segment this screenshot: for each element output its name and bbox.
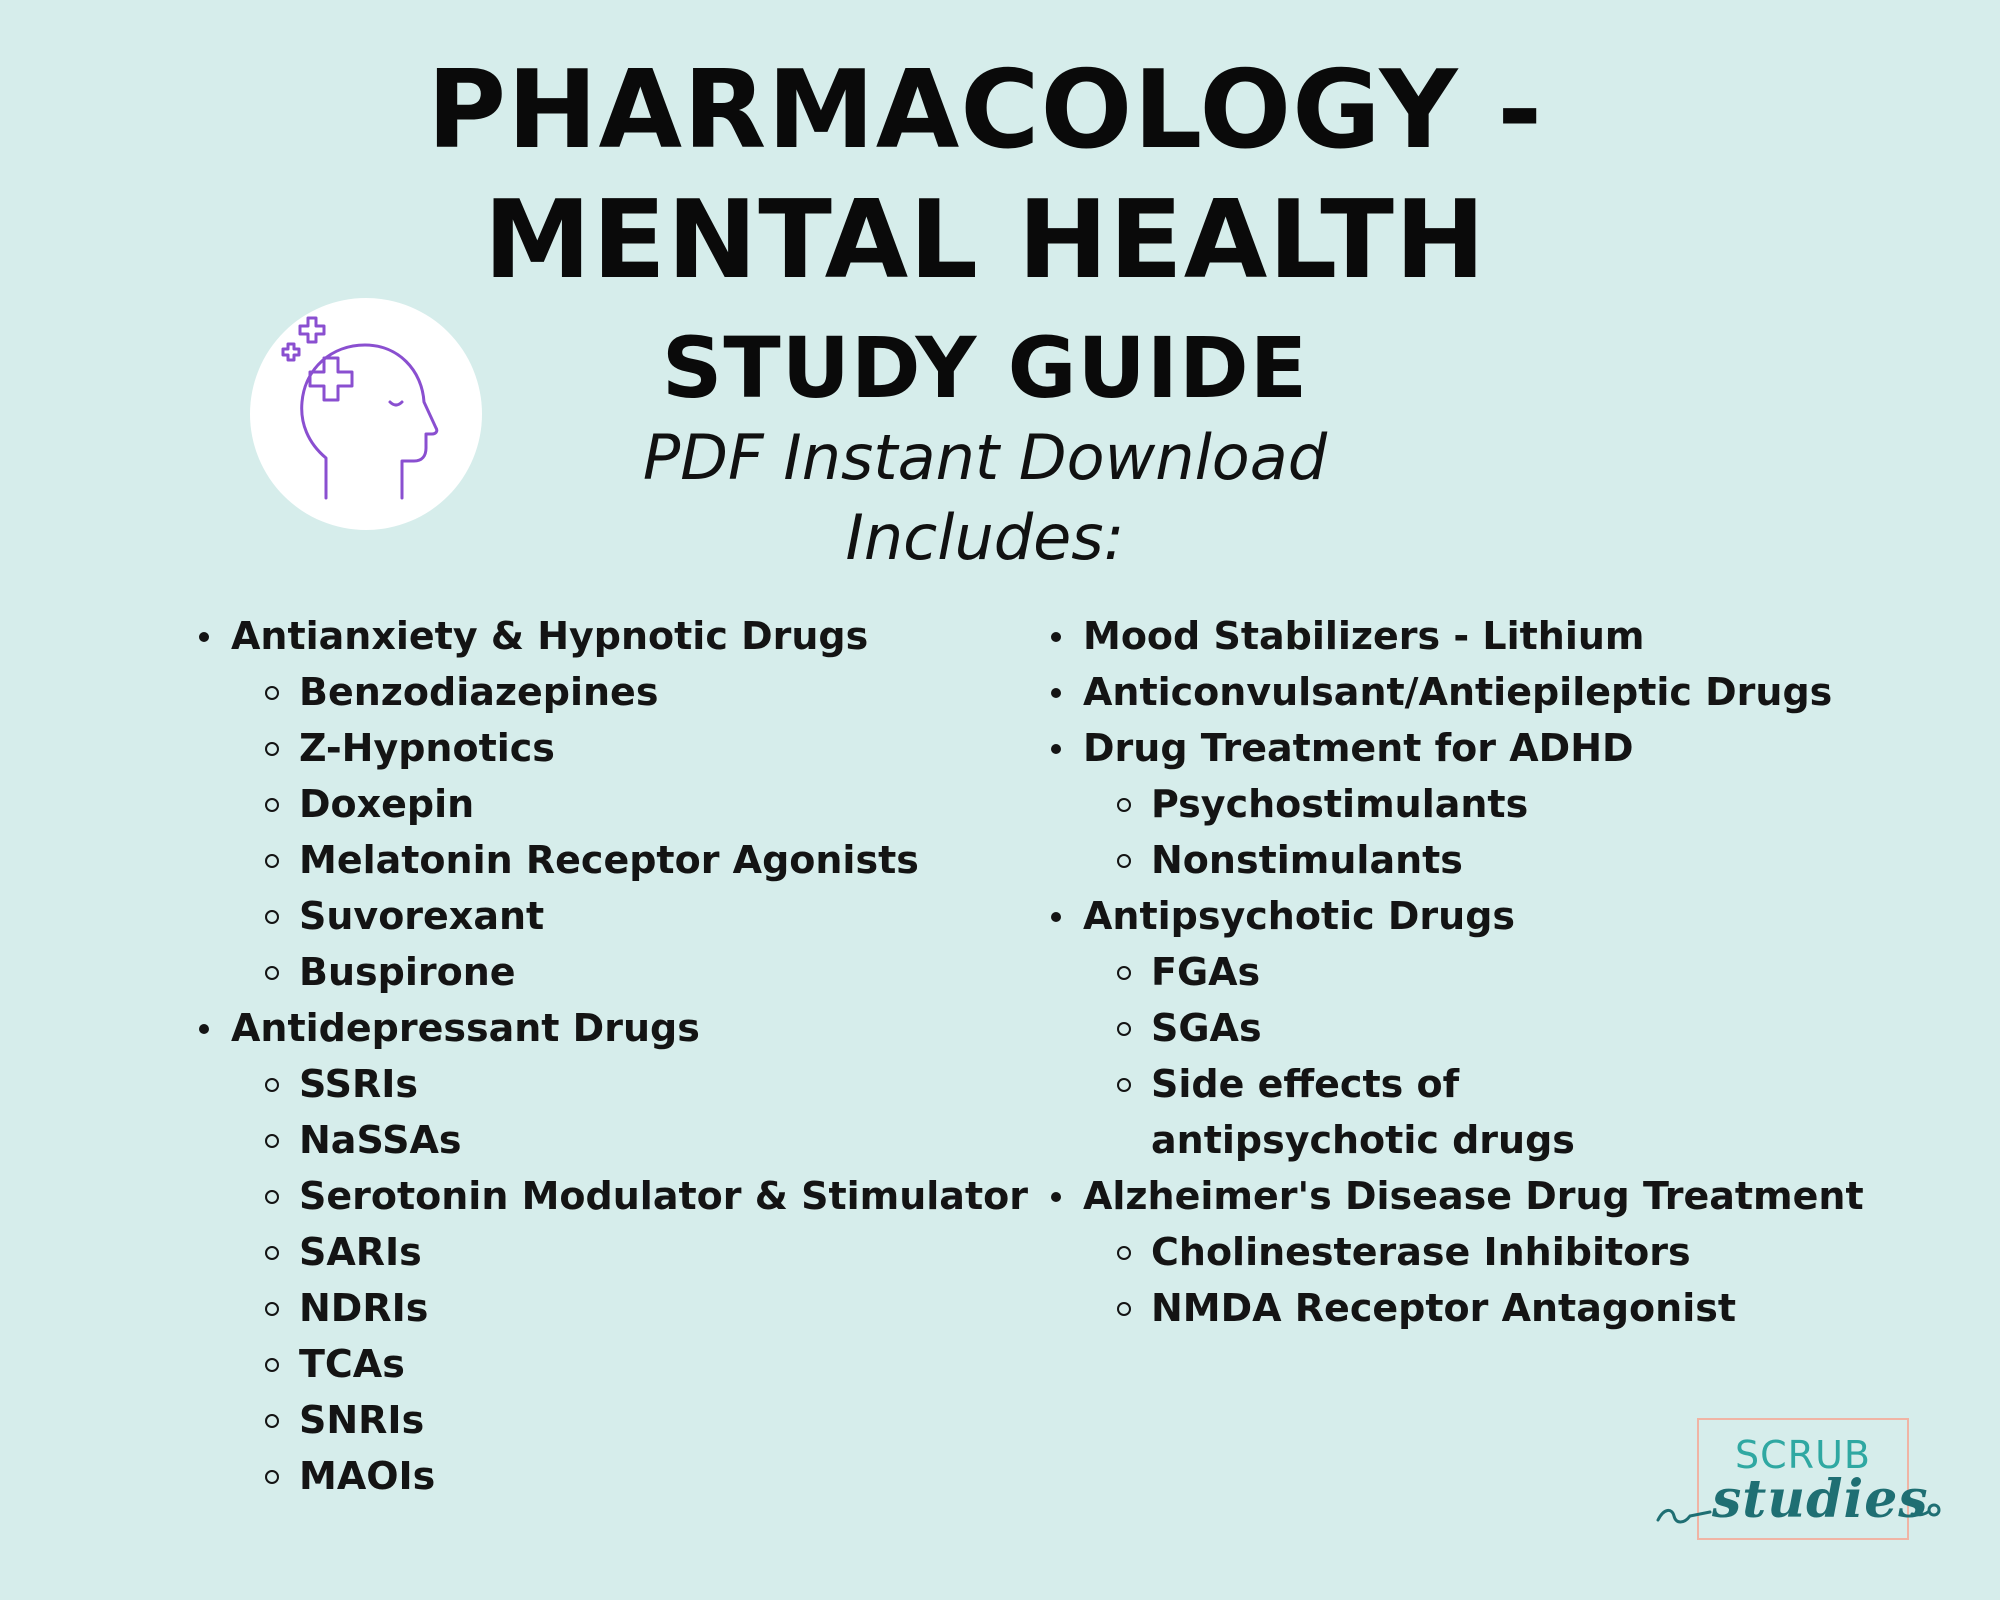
title-line-1: PHARMACOLOGY - (426, 48, 1544, 173)
head-badge (250, 298, 482, 530)
subtopic-item: NDRIs (195, 1280, 1015, 1336)
topic-item: Antidepressant Drugs (195, 1000, 1015, 1056)
subtopic-item: Doxepin (195, 776, 1015, 832)
topic-item: Drug Treatment for ADHD (1047, 720, 1887, 776)
subtopic-item: FGAs (1047, 944, 1887, 1000)
subtopic-item: NaSSAs (195, 1112, 1015, 1168)
title-line-2: MENTAL HEALTH (483, 178, 1487, 303)
left-topic-list (195, 608, 1028, 1504)
subtopic-item: Z-Hypnotics (195, 720, 1015, 776)
subtopic-item: SSRIs (195, 1056, 1015, 1112)
subtopic-item: Serotonin Modulator & Stimulator (195, 1168, 1015, 1224)
subtopic-item: Melatonin Receptor Agonists (195, 832, 1015, 888)
subtopic-item: Benzodiazepines (195, 664, 1015, 720)
subtopic-item: Psychostimulants (1047, 776, 1887, 832)
topic-item: Mood Stabilizers - Lithium (1047, 608, 1887, 664)
subtitle-includes: Includes: (845, 501, 1125, 574)
subtopic-item: MAOIs (195, 1448, 1015, 1504)
subtitle-download: PDF Instant Download (642, 421, 1328, 494)
subtopic-item: SGAs (1047, 1000, 1887, 1056)
topic-item: Antipsychotic Drugs (1047, 888, 1887, 944)
subtopic-item: NMDA Receptor Antagonist (1047, 1280, 1887, 1336)
subtopic-item: SARIs (195, 1224, 1015, 1280)
subtopic-item: Side effects of antipsychotic drugs (1047, 1056, 1751, 1168)
topic-item: Antianxiety & Hypnotic Drugs (195, 608, 1015, 664)
subtopic-item: TCAs (195, 1336, 1015, 1392)
subtopic-item: Buspirone (195, 944, 1015, 1000)
subtopic-item: Cholinesterase Inhibitors (1047, 1224, 1887, 1280)
topic-item: Anticonvulsant/Antiepileptic Drugs (1047, 664, 1887, 720)
head-with-medical-cross-icon (250, 298, 482, 530)
subtopic-item: Suvorexant (195, 888, 1015, 944)
subtopic-item: Nonstimulants (1047, 832, 1887, 888)
logo-wordmark-top: SCRUB (1735, 1433, 1871, 1477)
subtopic-item: SNRIs (195, 1392, 1015, 1448)
topic-item: Alzheimer's Disease Drug Treatment (1047, 1168, 1887, 1224)
right-topic-list (1047, 608, 1887, 1336)
logo-wordmark-script: studies (1712, 1469, 1929, 1530)
title-line-3: STUDY GUIDE (661, 319, 1309, 417)
